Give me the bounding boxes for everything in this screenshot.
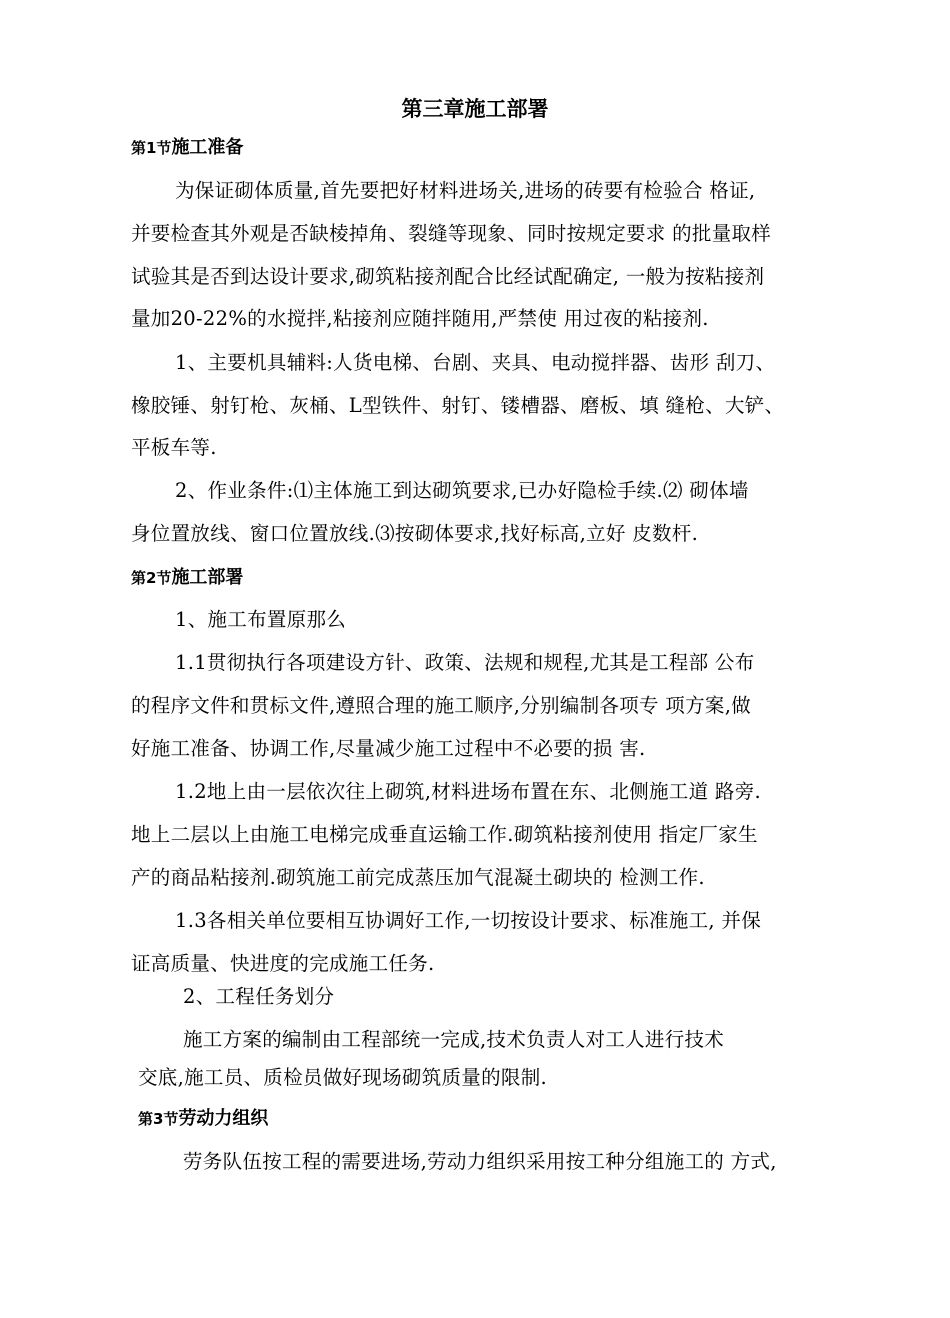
paragraph-line: 1.3各相关单位要相互协调好工作,一切按设计要求、标准施工, 并保 bbox=[175, 909, 762, 932]
paragraph-line: 证高质量、快进度的完成施工任务. bbox=[131, 952, 435, 975]
section-heading-2 bbox=[131, 563, 243, 589]
paragraph-line: 为保证砌体质量,首先要把好材料进场关,进场的砖要有检验合 格证, bbox=[175, 179, 756, 202]
section-number: 第2节 bbox=[131, 569, 172, 587]
section-heading-3 bbox=[138, 1104, 268, 1130]
chapter-title: 第三章施工部署 bbox=[401, 97, 549, 121]
paragraph-line: 施工方案的编制由工程部统一完成,技术负责人对工人进行技术 bbox=[183, 1028, 725, 1051]
paragraph-line: 量加20-22%的水搅拌,粘接剂应随拌随用,严禁使 用过夜的粘接剂. bbox=[131, 307, 709, 330]
paragraph-line: 1、施工布置原那么 bbox=[175, 608, 347, 631]
paragraph-line: 1.1贯彻执行各项建设方针、政策、法规和规程,尤其是工程部 公布 bbox=[175, 651, 755, 674]
paragraph-line: 2、工程任务划分 bbox=[183, 985, 335, 1008]
paragraph-line: 身位置放线、窗口位置放线.⑶按砌体要求,找好标高,立好 皮数杆. bbox=[131, 522, 699, 545]
section-heading-1 bbox=[131, 133, 243, 159]
paragraph-line: 劳务队伍按工程的需要进场,劳动力组织采用按工种分组施工的 方式, bbox=[183, 1150, 777, 1173]
paragraph-line: 地上二层以上由施工电梯完成垂直运输工作.砌筑粘接剂使用 指定厂家生 bbox=[131, 823, 758, 846]
paragraph-line: 1.2地上由一层依次往上砌筑,材料进场布置在东、北侧施工道 路旁. bbox=[175, 780, 762, 803]
paragraph-line: 的程序文件和贯标文件,遵照合理的施工顺序,分别编制各项专 项方案,做 bbox=[131, 694, 751, 717]
paragraph-line: 好施工准备、协调工作,尽量减少施工过程中不必要的损 害. bbox=[131, 737, 646, 760]
paragraph-line: 并要检查其外观是否缺棱掉角、裂缝等现象、同时按规定要求 的批量取样 bbox=[131, 222, 772, 245]
paragraph-line: 产的商品粘接剂.砌筑施工前完成蒸压加气混凝土砌块的 检测工作. bbox=[131, 866, 705, 889]
section-title: 施工准备 bbox=[171, 137, 244, 158]
paragraph-line: 试验其是否到达设计要求,砌筑粘接剂配合比经试配确定, 一般为按粘接剂 bbox=[131, 265, 765, 288]
paragraph-line: 2、作业条件:⑴主体施工到达砌筑要求,已办好隐检手续.⑵ 砌体墙 bbox=[175, 479, 749, 502]
section-number: 第3节 bbox=[138, 1110, 179, 1128]
paragraph-line: 平板车等. bbox=[131, 436, 217, 459]
paragraph-line: 橡胶锤、射钉枪、灰桶、L型铁件、射钉、镂槽器、磨板、填 缝枪、大铲、 bbox=[131, 394, 785, 417]
section-number: 第1节 bbox=[131, 139, 172, 157]
paragraph-line: 1、主要机具辅料:人货电梯、台剧、夹具、电动搅拌器、齿形 刮刀、 bbox=[175, 351, 776, 374]
paragraph-line: 交底,施工员、质检员做好现场砌筑质量的限制. bbox=[138, 1066, 547, 1089]
section-title: 劳动力组织 bbox=[178, 1108, 269, 1129]
section-title: 施工部署 bbox=[171, 567, 244, 588]
